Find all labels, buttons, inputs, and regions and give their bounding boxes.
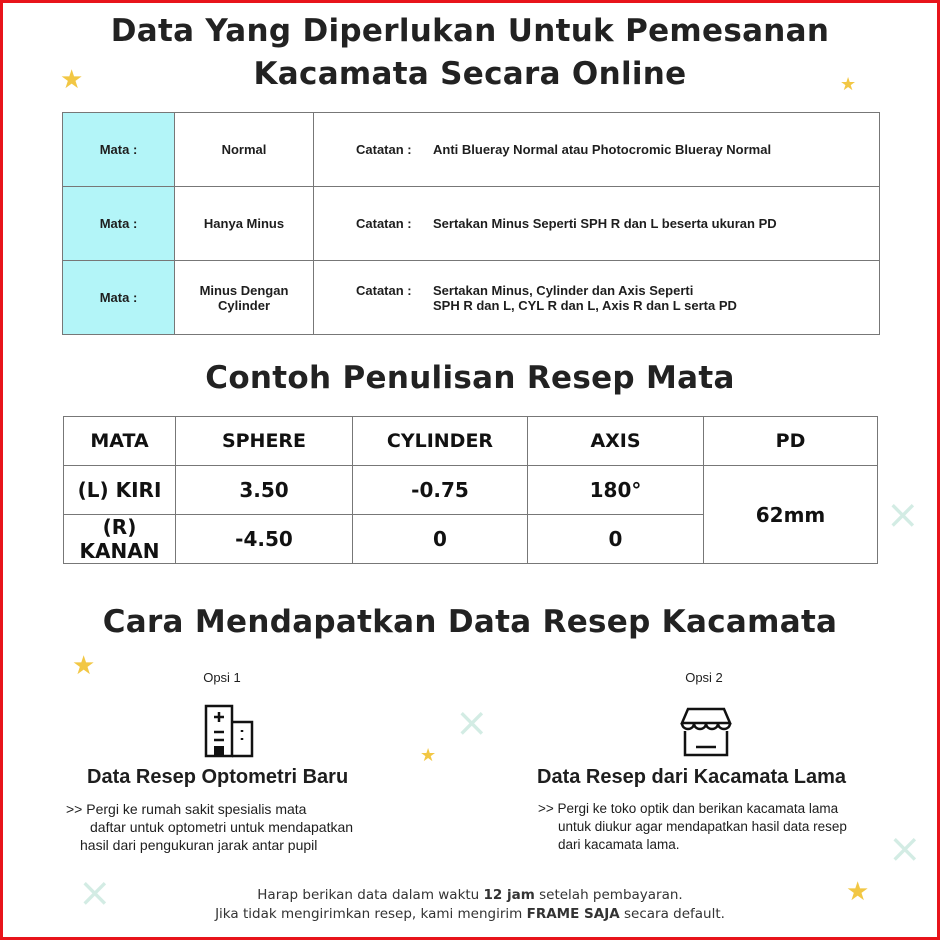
x-decoration-icon: × bbox=[886, 492, 920, 538]
lens-type-line: Minus Dengan bbox=[199, 282, 289, 298]
lens-type: Normal bbox=[175, 113, 314, 187]
header-cylinder: CYLINDER bbox=[353, 417, 528, 466]
axis-value: 180° bbox=[528, 466, 704, 515]
option-2-heading: Data Resep dari Kacamata Lama bbox=[537, 766, 847, 788]
footer-line-2 bbox=[0, 905, 940, 924]
cylinder-value: -0.75 bbox=[353, 466, 528, 515]
note-cell bbox=[314, 187, 880, 261]
lens-type: Hanya Minus bbox=[175, 187, 314, 261]
star-icon: ★ bbox=[72, 650, 96, 680]
note-text: Sertakan Minus, Cylinder dan Axis Seperti bbox=[433, 282, 694, 298]
star-icon: ★ bbox=[60, 64, 84, 94]
x-decoration-icon: × bbox=[888, 826, 922, 872]
footer-line-1 bbox=[0, 886, 940, 905]
row-label: Mata : bbox=[63, 261, 175, 335]
sphere-value: 3.50 bbox=[176, 466, 353, 515]
description-line: >> Pergi ke rumah sakit spesialis mata bbox=[66, 801, 307, 817]
option-2-label: Opsi 2 bbox=[685, 670, 723, 685]
prescription-example-title: Contoh Penulisan Resep Mata bbox=[205, 360, 735, 396]
option-1-description bbox=[66, 800, 353, 854]
prescription-example-table bbox=[63, 416, 878, 564]
hospital-icon bbox=[202, 702, 258, 758]
option-2-description bbox=[538, 800, 847, 854]
axis-value: 0 bbox=[528, 515, 704, 564]
row-label: Mata : bbox=[63, 113, 175, 187]
note-label: Catatan : bbox=[356, 142, 412, 157]
row-label: Mata : bbox=[63, 187, 175, 261]
sphere-value: -4.50 bbox=[176, 515, 353, 564]
header-pd: PD bbox=[704, 417, 878, 466]
star-icon: ★ bbox=[846, 876, 870, 906]
description-line: dari kacamata lama. bbox=[558, 837, 680, 852]
note-text: Sertakan Minus Seperti SPH R dan L beserta ukuran PD bbox=[433, 216, 777, 231]
footer-bold: FRAME SAJA bbox=[526, 906, 620, 922]
description-line: >> Pergi ke toko optik dan berikan kacamata lama bbox=[538, 801, 839, 816]
how-to-get-title: Cara Mendapatkan Data Resep Kacamata bbox=[102, 604, 838, 640]
star-icon: ★ bbox=[840, 74, 857, 94]
header-mata: MATA bbox=[64, 417, 176, 466]
option-1-heading: Data Resep Optometri Baru bbox=[87, 766, 349, 788]
note-cell bbox=[314, 113, 880, 187]
header-sphere: SPHERE bbox=[176, 417, 353, 466]
lens-type bbox=[175, 261, 314, 335]
header-axis: AXIS bbox=[528, 417, 704, 466]
footer-text: Harap berikan data dalam waktu bbox=[257, 887, 484, 903]
description-line: untuk diukur agar mendapatkan hasil data resep bbox=[558, 819, 847, 834]
main-title-line-2: Kacamata Secara Online bbox=[253, 56, 687, 92]
footer-text: secara default. bbox=[619, 906, 725, 922]
eye-label: (L) KIRI bbox=[64, 466, 176, 515]
table-row bbox=[64, 466, 878, 515]
store-icon bbox=[678, 705, 734, 757]
note-label: Catatan : bbox=[356, 282, 412, 298]
option-1-label: Opsi 1 bbox=[203, 670, 241, 685]
description-line: daftar untuk optometri untuk mendapatkan bbox=[90, 819, 354, 835]
footer-bold: 12 jam bbox=[483, 887, 535, 903]
note-text: SPH R dan L, CYL R dan L, Axis R dan L serta PD bbox=[433, 297, 737, 313]
table-row bbox=[63, 261, 880, 335]
note-text: Anti Blueray Normal atau Photocromic Blueray Normal bbox=[433, 142, 772, 157]
description-line: hasil dari pengukuran jarak antar pupil bbox=[80, 837, 318, 853]
main-title-line-1: Data Yang Diperlukan Untuk Pemesanan bbox=[110, 13, 830, 49]
lens-requirements-table bbox=[62, 112, 880, 335]
footer-text: Jika tidak mengirimkan resep, kami mengirim bbox=[215, 906, 527, 922]
x-decoration-icon: × bbox=[455, 700, 489, 746]
lens-type-line: Cylinder bbox=[217, 297, 270, 313]
note-label: Catatan : bbox=[356, 216, 412, 231]
note-cell bbox=[314, 261, 880, 335]
footer-note bbox=[0, 886, 940, 924]
eye-label: (R) KANAN bbox=[64, 515, 176, 564]
table-row bbox=[63, 113, 880, 187]
pd-value: 62mm bbox=[704, 466, 878, 564]
table-header-row bbox=[64, 417, 878, 466]
star-icon: ★ bbox=[420, 745, 437, 765]
footer-text: setelah pembayaran. bbox=[534, 887, 683, 903]
table-row bbox=[63, 187, 880, 261]
x-decoration-icon: × bbox=[78, 870, 112, 916]
cylinder-value: 0 bbox=[353, 515, 528, 564]
